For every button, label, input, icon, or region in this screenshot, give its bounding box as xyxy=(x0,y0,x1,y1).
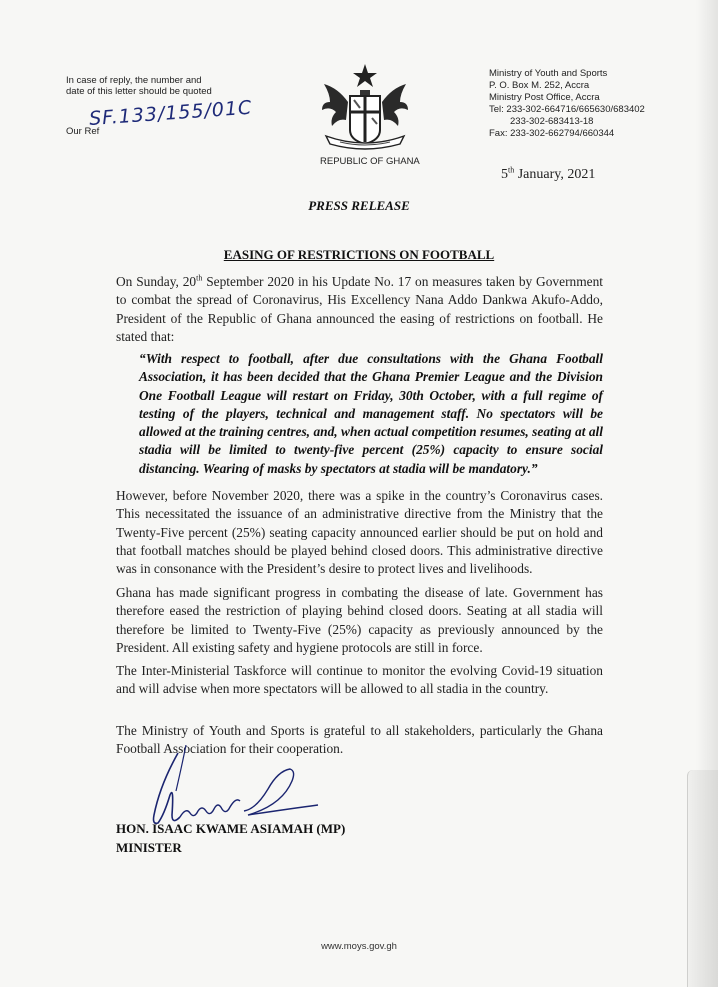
our-ref-label: Our Ref xyxy=(66,126,100,137)
paragraph-1-rest: September 2020 in his Update No. 17 on measures taken by Government to combat the spread of Coronavirus, His Excellency Nana Addo Dankwa Akufo-Addo, President of the Republic of Ghana announced the easing of restrictions on football. He stated that: xyxy=(116,274,603,344)
paragraph-3: Ghana has made significant progress in combating the disease of late. Government has therefore eased the restriction of playing behind closed doors. Seating at all stadia will therefore be limited to Twenty-Five (25%) capacity as previously announced by the President. All existing safety and hygiene protocols are still in force. xyxy=(116,585,603,655)
address-line: Ministry of Youth and Sports xyxy=(489,68,608,79)
address-line: 233-302-683413-18 xyxy=(510,116,594,128)
coat-of-arms-icon xyxy=(320,62,410,158)
reply-note-line2: date of this letter should be quoted xyxy=(66,86,212,97)
paragraph-4: The Inter-Ministerial Taskforce will continue to monitor the evolving Covid-19 situation and will advise when more spectators will be allowed to all stadia in the country. xyxy=(116,663,603,697)
paragraph-1 xyxy=(116,273,603,346)
address-line: P. O. Box M. 252, Accra xyxy=(489,80,590,92)
republic-of-ghana-label: REPUBLIC OF GHANA xyxy=(320,156,420,167)
address-line: Fax: 233-302-662794/660344 xyxy=(489,128,615,140)
date-day: 5 xyxy=(501,167,508,182)
document-title: EASING OF RESTRICTIONS ON FOOTBALL xyxy=(223,247,495,262)
presidential-quote: “With respect to football, after due consultations with the Ghana Football Association, it has been decided that the Ghana Premier League and the Division One Football League will restart on Friday, 30th October, with a full regime of testing of the players, technical and management staff. No spectators will be allowed at the training centres, and, when actual competition resumes, seating at all stadia will be limited to twenty-five percent (25%) capacity to ensure social distancing. Wearing of masks by spectators at stadia will be mandatory.” xyxy=(139,351,603,476)
press-release-heading: PRESS RELEASE xyxy=(308,198,410,213)
footer-website: www.moys.gov.gh xyxy=(321,941,397,952)
paragraph-5: The Ministry of Youth and Sports is grateful to all stakeholders, particularly the Ghana Football Association for their cooperation. xyxy=(116,723,603,757)
signatory-title: MINISTER xyxy=(116,840,182,855)
paragraph-1-start: On Sunday, 20 xyxy=(116,274,197,289)
reply-note xyxy=(66,75,212,97)
date-suffix: th xyxy=(508,165,515,175)
page-curl xyxy=(687,770,718,987)
letter-date xyxy=(501,167,595,183)
address-line: Tel: 233-302-664716/665630/683402 xyxy=(489,104,645,116)
date-rest: January, 2021 xyxy=(514,167,596,182)
paragraph-2: However, before November 2020, there was a spike in the country’s Coronavirus cases. This necessitated the issuance of an administrative directive from the Ministry that the Twenty-Five percent (25%) seating capacity announced earlier should be put on hold and that football matches should be played behind closed doors. This administrative directive was in consonance with the President’s desire to protect lives and livelihoods. xyxy=(116,488,603,577)
signatory-name: HON. ISAAC KWAME ASIAMAH (MP) xyxy=(116,821,346,836)
paragraph-1-sup: th xyxy=(196,273,203,283)
our-ref xyxy=(66,96,266,140)
reply-note-line1: In case of reply, the number and xyxy=(66,75,202,86)
our-ref-handwritten: SF.133/155/01C xyxy=(88,96,253,130)
ministry-address xyxy=(489,68,645,141)
address-line: Ministry Post Office, Accra xyxy=(489,92,600,104)
